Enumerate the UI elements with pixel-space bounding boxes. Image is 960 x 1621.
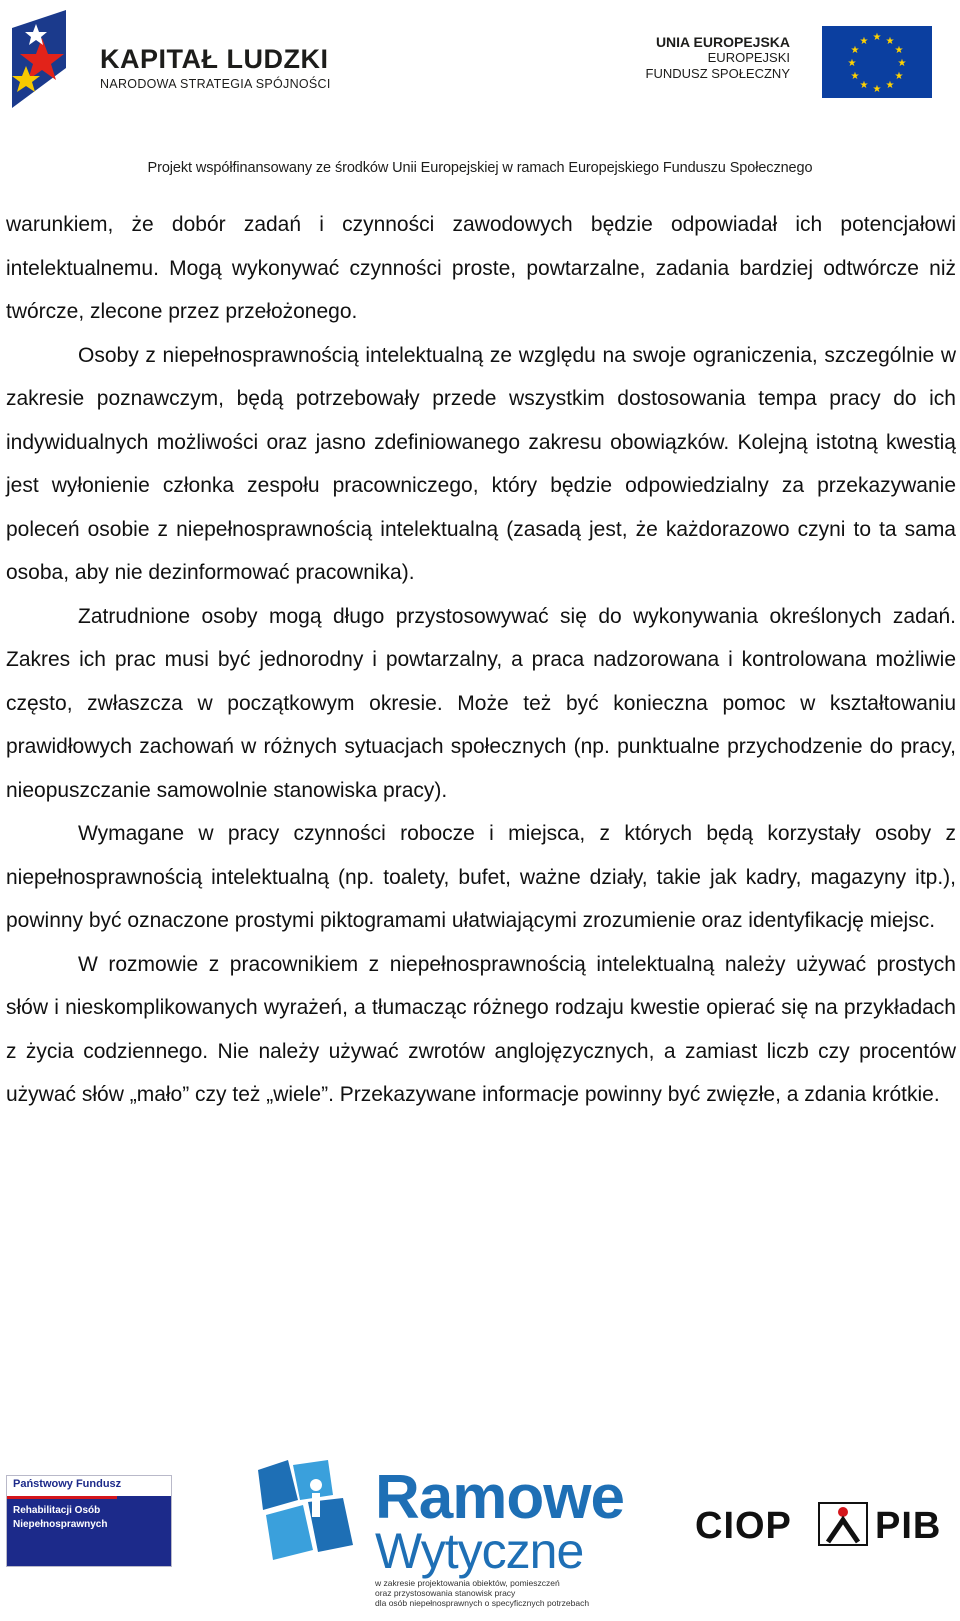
header-cofinancing-note: Projekt współfinansowany ze środków Unii Europejskiej w ramach Europejskiego Funduszu Społecznego: [147, 160, 813, 176]
paragraph-4: Wymagane w pracy czynności robocze i miejsca, z których będą korzystały osoby z niepełnosprawnością intelektualną (np. toalety, bufet, ważne działy, takie jak kadry, magazyny itp.), powinny być oznaczone prostymi piktogramami ułatwiającymi zrozumienie oraz identyfikację miejsc.: [6, 822, 956, 932]
svg-text:★: ★: [850, 71, 860, 82]
wytyczne-title: Wytyczne: [375, 1523, 584, 1579]
svg-text:★: ★: [850, 45, 860, 56]
pfron-line2: Rehabilitacji Osób: [13, 1505, 101, 1516]
kapital-ludzki-title: KAPITAŁ LUDZKI: [100, 44, 329, 74]
page-footer: [0, 1440, 960, 1621]
svg-text:★: ★: [894, 45, 904, 56]
pfron-logo: [6, 1475, 172, 1567]
pib-text: PIB: [875, 1505, 942, 1547]
svg-text:★: ★: [872, 84, 882, 95]
ramowe-title: Ramowe: [375, 1463, 624, 1532]
svg-text:★: ★: [885, 80, 895, 91]
pfron-line1: Państwowy Fundusz: [13, 1478, 122, 1490]
ciop-pib-person-icon: [818, 1502, 868, 1546]
ue-line1: UNIA EUROPEJSKA: [655, 34, 790, 50]
paragraph-1: warunkiem, że dobór zadań i czynności zawodowych będzie odpowiadał ich potencjałowi intelektualnemu. Mogą wykonywać czynności proste, powtarzalne, zadania bardziej odtwórcze niż twórcze, zlecone przez przełożonego.: [6, 213, 956, 323]
eu-flag-icon: [822, 26, 932, 98]
paragraph-5: W rozmowie z pracownikiem z niepełnosprawnością intelektualną należy używać prostych słów i nieskomplikowanych wyrażeń, a tłumacząc różnego rodzaju kwestie opierać się na przykładach z życia codziennego. Nie należy używać zwrotów anglojęzycznych, a zamiast liczb czy procentów używać słów „mało” czy też „wiele”. Przekazywane informacje powinny być zwięzłe, a zdania krótkie.: [6, 952, 956, 1106]
svg-text:★: ★: [859, 80, 869, 91]
pfron-line3: Niepełnosprawnych: [13, 1519, 108, 1530]
page-header: [0, 0, 960, 190]
paragraph-2: Osoby z niepełnosprawnością intelektualną ze względu na swoje ograniczenia, szczególnie w zakresie poznawczym, będą potrzebowały przede wszystkim dostosowania tempa pracy do ich indywidualnych możliwości oraz jasno zdefiniowanego zakresu obowiązków. Kolejną istotną kwestią jest wyłonienie członka zespołu pracowniczego, który będzie odpowiedzialny za przekazywanie poleceń osobie z niepełnosprawnością intelektualną (zasadą jest, że każdorazowo czyni to ta sama osoba, aby nie dezinformować pracownika).: [6, 343, 956, 584]
svg-text:★: ★: [897, 58, 907, 69]
ue-line3: FUNDUSZ SPOŁECZNY: [645, 66, 790, 81]
ramowe-wytyczne-subtitle: w zakresie projektowania obiektów, pomieszczeń oraz przystosowania stanowisk pracy dla osób niepełnosprawnych o specyficznych potrzebach: [375, 1578, 590, 1608]
ue-efs-text: [646, 34, 790, 82]
svg-text:★: ★: [872, 32, 882, 43]
kapital-ludzki-subtitle: NARODOWA STRATEGIA SPÓJNOŚCI: [100, 77, 331, 91]
document-body: [6, 203, 956, 1117]
svg-text:★: ★: [885, 36, 895, 47]
svg-text:★: ★: [894, 71, 904, 82]
ramowe-wytyczne-logo-icon: [258, 1460, 358, 1560]
svg-text:★: ★: [859, 36, 869, 47]
kapital-ludzki-logo-icon: [4, 8, 74, 118]
svg-text:★: ★: [847, 58, 857, 69]
ciop-text: CIOP: [695, 1505, 792, 1547]
paragraph-3: Zatrudnione osoby mogą długo przystosowywać się do wykonywania określonych zadań. Zakres ich prac musi być jednorodny i powtarzalny, a praca nadzorowana i kontrolowana możliwie często, zwłaszcza w początkowym okresie. Może też być konieczna pomoc w kształtowaniu prawidłowych zachowań w różnych sytuacjach społecznych (np. punktualne przychodzenie do pracy, nieopuszczanie samowolnie stanowiska pracy).: [6, 604, 956, 802]
ue-line2: EUROPEJSKI: [707, 50, 790, 65]
